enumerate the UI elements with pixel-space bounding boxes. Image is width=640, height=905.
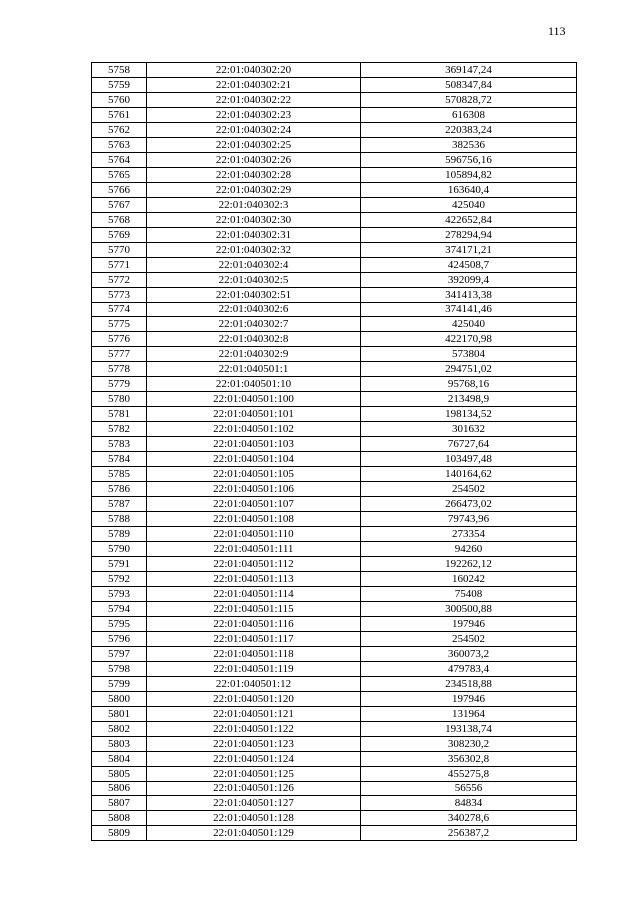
row-number-cell: 5787 xyxy=(92,497,147,512)
table-row xyxy=(92,77,577,92)
row-number-cell: 5770 xyxy=(92,242,147,257)
table-row xyxy=(92,676,577,691)
cadastral-value-cell: 422652,84 xyxy=(361,212,577,227)
row-number-cell: 5798 xyxy=(92,661,147,676)
table-row xyxy=(92,227,577,242)
cadastral-number-cell: 22:01:040501:12 xyxy=(147,676,361,691)
row-number-cell: 5759 xyxy=(92,77,147,92)
cadastral-value-cell: 573804 xyxy=(361,347,577,362)
table-row xyxy=(92,826,577,841)
cadastral-number-cell: 22:01:040501:119 xyxy=(147,661,361,676)
row-number-cell: 5796 xyxy=(92,631,147,646)
row-number-cell: 5764 xyxy=(92,152,147,167)
cadastral-value-cell: 273354 xyxy=(361,527,577,542)
row-number-cell: 5763 xyxy=(92,137,147,152)
cadastral-number-cell: 22:01:040501:128 xyxy=(147,811,361,826)
row-number-cell: 5800 xyxy=(92,691,147,706)
cadastral-number-cell: 22:01:040501:103 xyxy=(147,437,361,452)
row-number-cell: 5790 xyxy=(92,542,147,557)
row-number-cell: 5788 xyxy=(92,512,147,527)
cadastral-number-cell: 22:01:040501:118 xyxy=(147,646,361,661)
row-number-cell: 5789 xyxy=(92,527,147,542)
cadastral-value-cell: 256387,2 xyxy=(361,826,577,841)
cadastral-value-cell: 266473,02 xyxy=(361,497,577,512)
cadastral-number-cell: 22:01:040302:9 xyxy=(147,347,361,362)
row-number-cell: 5784 xyxy=(92,452,147,467)
table-row xyxy=(92,721,577,736)
table-row xyxy=(92,317,577,332)
cadastral-number-cell: 22:01:040501:10 xyxy=(147,377,361,392)
cadastral-number-cell: 22:01:040302:6 xyxy=(147,302,361,317)
cadastral-number-cell: 22:01:040501:125 xyxy=(147,766,361,781)
table-row xyxy=(92,512,577,527)
cadastral-value-cell: 479783,4 xyxy=(361,661,577,676)
row-number-cell: 5779 xyxy=(92,377,147,392)
cadastral-value-cell: 198134,52 xyxy=(361,407,577,422)
row-number-cell: 5778 xyxy=(92,362,147,377)
cadastral-value-cell: 75408 xyxy=(361,586,577,601)
table-row xyxy=(92,751,577,766)
row-number-cell: 5776 xyxy=(92,332,147,347)
cadastral-value-cell: 163640,4 xyxy=(361,182,577,197)
cadastral-number-cell: 22:01:040302:25 xyxy=(147,137,361,152)
row-number-cell: 5806 xyxy=(92,781,147,796)
table-row xyxy=(92,332,577,347)
cadastral-value-cell: 234518,88 xyxy=(361,676,577,691)
cadastral-number-cell: 22:01:040302:20 xyxy=(147,63,361,78)
row-number-cell: 5809 xyxy=(92,826,147,841)
cadastral-value-cell: 570828,72 xyxy=(361,92,577,107)
table-row xyxy=(92,197,577,212)
table-row xyxy=(92,467,577,482)
row-number-cell: 5772 xyxy=(92,272,147,287)
table-row xyxy=(92,63,577,78)
row-number-cell: 5797 xyxy=(92,646,147,661)
cadastral-value-cell: 193138,74 xyxy=(361,721,577,736)
row-number-cell: 5775 xyxy=(92,317,147,332)
row-number-cell: 5804 xyxy=(92,751,147,766)
row-number-cell: 5774 xyxy=(92,302,147,317)
table-row xyxy=(92,556,577,571)
cadastral-number-cell: 22:01:040501:117 xyxy=(147,631,361,646)
cadastral-number-cell: 22:01:040501:127 xyxy=(147,796,361,811)
row-number-cell: 5802 xyxy=(92,721,147,736)
row-number-cell: 5792 xyxy=(92,571,147,586)
table-row xyxy=(92,122,577,137)
table-row xyxy=(92,497,577,512)
cadastral-number-cell: 22:01:040501:129 xyxy=(147,826,361,841)
table-row xyxy=(92,646,577,661)
cadastral-number-cell: 22:01:040501:123 xyxy=(147,736,361,751)
cadastral-value-cell: 84834 xyxy=(361,796,577,811)
cadastral-value-cell: 213498,9 xyxy=(361,392,577,407)
cadastral-number-cell: 22:01:040501:124 xyxy=(147,751,361,766)
cadastral-number-cell: 22:01:040501:122 xyxy=(147,721,361,736)
cadastral-value-cell: 254502 xyxy=(361,482,577,497)
cadastral-number-cell: 22:01:040302:3 xyxy=(147,197,361,212)
cadastral-value-cell: 79743,96 xyxy=(361,512,577,527)
table-row xyxy=(92,781,577,796)
cadastral-value-cell: 596756,16 xyxy=(361,152,577,167)
table-row xyxy=(92,362,577,377)
cadastral-value-cell: 95768,16 xyxy=(361,377,577,392)
cadastral-number-cell: 22:01:040501:102 xyxy=(147,422,361,437)
table-row xyxy=(92,766,577,781)
table-row xyxy=(92,527,577,542)
cadastral-value-cell: 508347,84 xyxy=(361,77,577,92)
cadastral-number-cell: 22:01:040501:106 xyxy=(147,482,361,497)
cadastral-value-cell: 369147,24 xyxy=(361,63,577,78)
cadastral-value-cell: 455275,8 xyxy=(361,766,577,781)
cadastral-value-cell: 424508,7 xyxy=(361,257,577,272)
cadastral-number-cell: 22:01:040501:105 xyxy=(147,467,361,482)
cadastral-value-cell: 425040 xyxy=(361,317,577,332)
cadastral-number-cell: 22:01:040501:108 xyxy=(147,512,361,527)
cadastral-number-cell: 22:01:040302:4 xyxy=(147,257,361,272)
table-row xyxy=(92,212,577,227)
cadastral-number-cell: 22:01:040501:100 xyxy=(147,392,361,407)
cadastral-number-cell: 22:01:040501:110 xyxy=(147,527,361,542)
cadastral-value-cell: 360073,2 xyxy=(361,646,577,661)
cadastral-number-cell: 22:01:040501:112 xyxy=(147,556,361,571)
row-number-cell: 5767 xyxy=(92,197,147,212)
row-number-cell: 5781 xyxy=(92,407,147,422)
table-row xyxy=(92,437,577,452)
cadastral-number-cell: 22:01:040302:32 xyxy=(147,242,361,257)
table-row xyxy=(92,392,577,407)
cadastral-value-cell: 197946 xyxy=(361,691,577,706)
cadastral-value-cell: 300500,88 xyxy=(361,601,577,616)
table-row xyxy=(92,796,577,811)
table-body xyxy=(92,63,577,841)
row-number-cell: 5777 xyxy=(92,347,147,362)
row-number-cell: 5782 xyxy=(92,422,147,437)
cadastral-number-cell: 22:01:040501:1 xyxy=(147,362,361,377)
cadastral-number-cell: 22:01:040501:121 xyxy=(147,706,361,721)
row-number-cell: 5766 xyxy=(92,182,147,197)
cadastral-value-cell: 192262,12 xyxy=(361,556,577,571)
table-row xyxy=(92,631,577,646)
row-number-cell: 5780 xyxy=(92,392,147,407)
page-number: 113 xyxy=(548,24,566,38)
row-number-cell: 5773 xyxy=(92,287,147,302)
cadastral-value-cell: 374171,21 xyxy=(361,242,577,257)
table-row xyxy=(92,107,577,122)
cadastral-value-cell: 616308 xyxy=(361,107,577,122)
table-row xyxy=(92,691,577,706)
cadastral-number-cell: 22:01:040302:28 xyxy=(147,167,361,182)
table-row xyxy=(92,257,577,272)
row-number-cell: 5805 xyxy=(92,766,147,781)
row-number-cell: 5762 xyxy=(92,122,147,137)
cadastral-number-cell: 22:01:040302:30 xyxy=(147,212,361,227)
cadastral-number-cell: 22:01:040302:5 xyxy=(147,272,361,287)
cadastral-value-cell: 94260 xyxy=(361,542,577,557)
row-number-cell: 5786 xyxy=(92,482,147,497)
table-row xyxy=(92,92,577,107)
cadastral-value-cell: 425040 xyxy=(361,197,577,212)
table-row xyxy=(92,287,577,302)
cadastral-number-cell: 22:01:040501:114 xyxy=(147,586,361,601)
cadastral-value-table xyxy=(91,62,577,841)
cadastral-value-cell: 56556 xyxy=(361,781,577,796)
cadastral-value-cell: 140164,62 xyxy=(361,467,577,482)
cadastral-number-cell: 22:01:040302:8 xyxy=(147,332,361,347)
row-number-cell: 5799 xyxy=(92,676,147,691)
cadastral-value-cell: 294751,02 xyxy=(361,362,577,377)
cadastral-value-cell: 340278,6 xyxy=(361,811,577,826)
cadastral-number-cell: 22:01:040501:126 xyxy=(147,781,361,796)
row-number-cell: 5801 xyxy=(92,706,147,721)
row-number-cell: 5793 xyxy=(92,586,147,601)
cadastral-number-cell: 22:01:040302:21 xyxy=(147,77,361,92)
row-number-cell: 5760 xyxy=(92,92,147,107)
row-number-cell: 5758 xyxy=(92,63,147,78)
cadastral-value-cell: 197946 xyxy=(361,616,577,631)
cadastral-number-cell: 22:01:040302:22 xyxy=(147,92,361,107)
table-row xyxy=(92,167,577,182)
cadastral-value-cell: 160242 xyxy=(361,571,577,586)
cadastral-number-cell: 22:01:040302:29 xyxy=(147,182,361,197)
cadastral-value-cell: 220383,24 xyxy=(361,122,577,137)
table-row xyxy=(92,586,577,601)
table-row xyxy=(92,452,577,467)
cadastral-number-cell: 22:01:040501:116 xyxy=(147,616,361,631)
row-number-cell: 5765 xyxy=(92,167,147,182)
cadastral-number-cell: 22:01:040501:107 xyxy=(147,497,361,512)
cadastral-value-cell: 382536 xyxy=(361,137,577,152)
row-number-cell: 5807 xyxy=(92,796,147,811)
row-number-cell: 5761 xyxy=(92,107,147,122)
cadastral-value-cell: 103497,48 xyxy=(361,452,577,467)
cadastral-number-cell: 22:01:040302:24 xyxy=(147,122,361,137)
table-row xyxy=(92,242,577,257)
cadastral-number-cell: 22:01:040501:113 xyxy=(147,571,361,586)
table-row xyxy=(92,601,577,616)
table-row xyxy=(92,182,577,197)
table-row xyxy=(92,137,577,152)
cadastral-number-cell: 22:01:040302:7 xyxy=(147,317,361,332)
cadastral-value-cell: 341413,38 xyxy=(361,287,577,302)
cadastral-number-cell: 22:01:040302:51 xyxy=(147,287,361,302)
table-row xyxy=(92,661,577,676)
table-row xyxy=(92,736,577,751)
table-row xyxy=(92,706,577,721)
row-number-cell: 5791 xyxy=(92,556,147,571)
table-row xyxy=(92,377,577,392)
cadastral-value-cell: 76727,64 xyxy=(361,437,577,452)
table-row xyxy=(92,811,577,826)
row-number-cell: 5768 xyxy=(92,212,147,227)
row-number-cell: 5803 xyxy=(92,736,147,751)
cadastral-value-cell: 374141,46 xyxy=(361,302,577,317)
cadastral-number-cell: 22:01:040302:26 xyxy=(147,152,361,167)
cadastral-number-cell: 22:01:040302:31 xyxy=(147,227,361,242)
cadastral-value-cell: 131964 xyxy=(361,706,577,721)
table-row xyxy=(92,347,577,362)
cadastral-value-cell: 356302,8 xyxy=(361,751,577,766)
row-number-cell: 5794 xyxy=(92,601,147,616)
table-row xyxy=(92,422,577,437)
cadastral-value-cell: 105894,82 xyxy=(361,167,577,182)
cadastral-number-cell: 22:01:040501:120 xyxy=(147,691,361,706)
row-number-cell: 5785 xyxy=(92,467,147,482)
row-number-cell: 5783 xyxy=(92,437,147,452)
table-row xyxy=(92,571,577,586)
cadastral-value-cell: 278294,94 xyxy=(361,227,577,242)
table-row xyxy=(92,152,577,167)
table-row xyxy=(92,272,577,287)
table-row xyxy=(92,542,577,557)
row-number-cell: 5769 xyxy=(92,227,147,242)
table-row xyxy=(92,407,577,422)
cadastral-number-cell: 22:01:040501:101 xyxy=(147,407,361,422)
cadastral-value-cell: 308230,2 xyxy=(361,736,577,751)
cadastral-number-cell: 22:01:040302:23 xyxy=(147,107,361,122)
cadastral-value-cell: 392099,4 xyxy=(361,272,577,287)
table-row xyxy=(92,482,577,497)
cadastral-value-cell: 422170,98 xyxy=(361,332,577,347)
table-row xyxy=(92,302,577,317)
cadastral-value-cell: 254502 xyxy=(361,631,577,646)
row-number-cell: 5771 xyxy=(92,257,147,272)
table-row xyxy=(92,616,577,631)
row-number-cell: 5795 xyxy=(92,616,147,631)
cadastral-number-cell: 22:01:040501:104 xyxy=(147,452,361,467)
cadastral-number-cell: 22:01:040501:115 xyxy=(147,601,361,616)
cadastral-number-cell: 22:01:040501:111 xyxy=(147,542,361,557)
row-number-cell: 5808 xyxy=(92,811,147,826)
cadastral-value-cell: 301632 xyxy=(361,422,577,437)
